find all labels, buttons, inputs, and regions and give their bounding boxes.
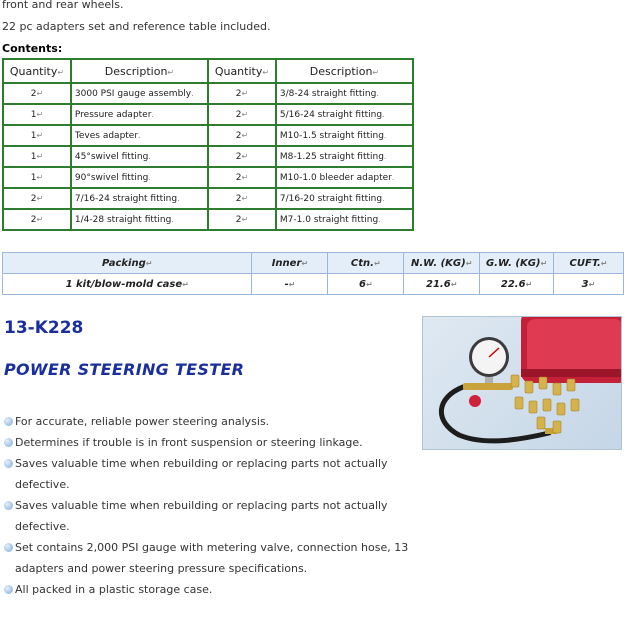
feature-list <box>4 411 414 600</box>
contents-row <box>3 146 413 167</box>
quantity-cell: 2↵ <box>3 83 71 104</box>
packing-cell-inner: -↵ <box>252 274 328 295</box>
quantity-cell: 2↵ <box>208 209 276 230</box>
description-cell: Pressure adapter. <box>71 104 208 125</box>
packing-cell-ctn: 6↵ <box>328 274 404 295</box>
product-photo <box>422 316 622 450</box>
bullet-icon <box>4 501 13 510</box>
product-model-number: 13-K228 <box>4 318 84 338</box>
feature-text: Determines if trouble is in front suspension or steering linkage. <box>15 436 363 449</box>
quantity-cell: 2↵ <box>208 188 276 209</box>
bullet-icon <box>4 459 13 468</box>
contents-row <box>3 167 413 188</box>
feature-item <box>4 453 414 495</box>
feature-item <box>4 432 414 453</box>
feature-text: Saves valuable time when rebuilding or replacing parts not actually defective. <box>15 499 388 533</box>
bullet-icon <box>4 417 13 426</box>
feature-item <box>4 411 414 432</box>
packing-cell-packing: 1 kit/blow-mold case↵ <box>3 274 252 295</box>
feature-text: Set contains 2,000 PSI gauge with metering valve, connection hose, 13 adapters and power steering pressure specifications. <box>15 541 409 575</box>
contents-row <box>3 188 413 209</box>
packing-header-inner: Inner↵ <box>252 253 328 274</box>
packing-cell-gw: 22.6↵ <box>480 274 554 295</box>
quantity-cell: 2↵ <box>208 104 276 125</box>
description-cell: 5/16-24 straight fitting. <box>276 104 413 125</box>
quantity-cell: 2↵ <box>3 188 71 209</box>
quantity-cell: 1↵ <box>3 104 71 125</box>
quantity-cell: 2↵ <box>208 167 276 188</box>
description-cell: 3000 PSI gauge assembly. <box>71 83 208 104</box>
quantity-cell: 2↵ <box>208 83 276 104</box>
bullet-icon <box>4 585 13 594</box>
quantity-cell: 1↵ <box>3 125 71 146</box>
feature-item <box>4 537 414 579</box>
contents-row <box>3 125 413 146</box>
contents-row <box>3 83 413 104</box>
contents-header-quantity-2: Quantity↵ <box>208 59 276 83</box>
description-cell: 3/8-24 straight fitting. <box>276 83 413 104</box>
bullet-icon <box>4 438 13 447</box>
contents-table <box>2 58 414 231</box>
feature-item <box>4 495 414 537</box>
packing-header-nw: N.W. (KG)↵ <box>404 253 480 274</box>
contents-label: Contents: <box>2 42 63 55</box>
packing-header-row <box>3 253 624 274</box>
packing-header-gw: G.W. (KG)↵ <box>480 253 554 274</box>
quantity-cell: 2↵ <box>208 125 276 146</box>
contents-header-quantity: Quantity↵ <box>3 59 71 83</box>
packing-header-cuft: CUFT.↵ <box>554 253 624 274</box>
description-cell: M7-1.0 straight fitting. <box>276 209 413 230</box>
description-cell: M10-1.0 bleeder adapter. <box>276 167 413 188</box>
packing-cell-cuft: 3↵ <box>554 274 624 295</box>
description-cell: 7/16-24 straight fitting. <box>71 188 208 209</box>
bullet-icon <box>4 543 13 552</box>
contents-row <box>3 104 413 125</box>
feature-item <box>4 579 414 600</box>
power-steering-tester-kit-image <box>423 317 621 449</box>
description-cell: 7/16-20 straight fitting. <box>276 188 413 209</box>
intro-line-1: front and rear wheels. <box>2 0 124 11</box>
quantity-cell: 1↵ <box>3 167 71 188</box>
description-cell: 1/4-28 straight fitting. <box>71 209 208 230</box>
contents-row <box>3 209 413 230</box>
description-cell: 45°swivel fitting. <box>71 146 208 167</box>
feature-text: For accurate, reliable power steering analysis. <box>15 415 270 428</box>
packing-cell-nw: 21.6↵ <box>404 274 480 295</box>
description-cell: M10-1.5 straight fitting. <box>276 125 413 146</box>
quantity-cell: 2↵ <box>208 146 276 167</box>
intro-line-2: 22 pc adapters set and reference table included. <box>2 20 271 33</box>
contents-header-description-2: Description↵ <box>276 59 413 83</box>
quantity-cell: 1↵ <box>3 146 71 167</box>
contents-body <box>3 83 413 230</box>
contents-header-description: Description↵ <box>71 59 208 83</box>
packing-table <box>2 252 624 295</box>
packing-row <box>3 274 624 295</box>
feature-text: Saves valuable time when rebuilding or replacing parts not actually defective. <box>15 457 388 491</box>
packing-header-packing: Packing↵ <box>3 253 252 274</box>
quantity-cell: 2↵ <box>3 209 71 230</box>
product-title: POWER STEERING TESTER <box>4 360 245 379</box>
feature-text: All packed in a plastic storage case. <box>15 583 213 596</box>
packing-header-ctn: Ctn.↵ <box>328 253 404 274</box>
description-cell: M8-1.25 straight fitting. <box>276 146 413 167</box>
description-cell: Teves adapter. <box>71 125 208 146</box>
description-cell: 90°swivel fitting. <box>71 167 208 188</box>
contents-header-row <box>3 59 413 83</box>
